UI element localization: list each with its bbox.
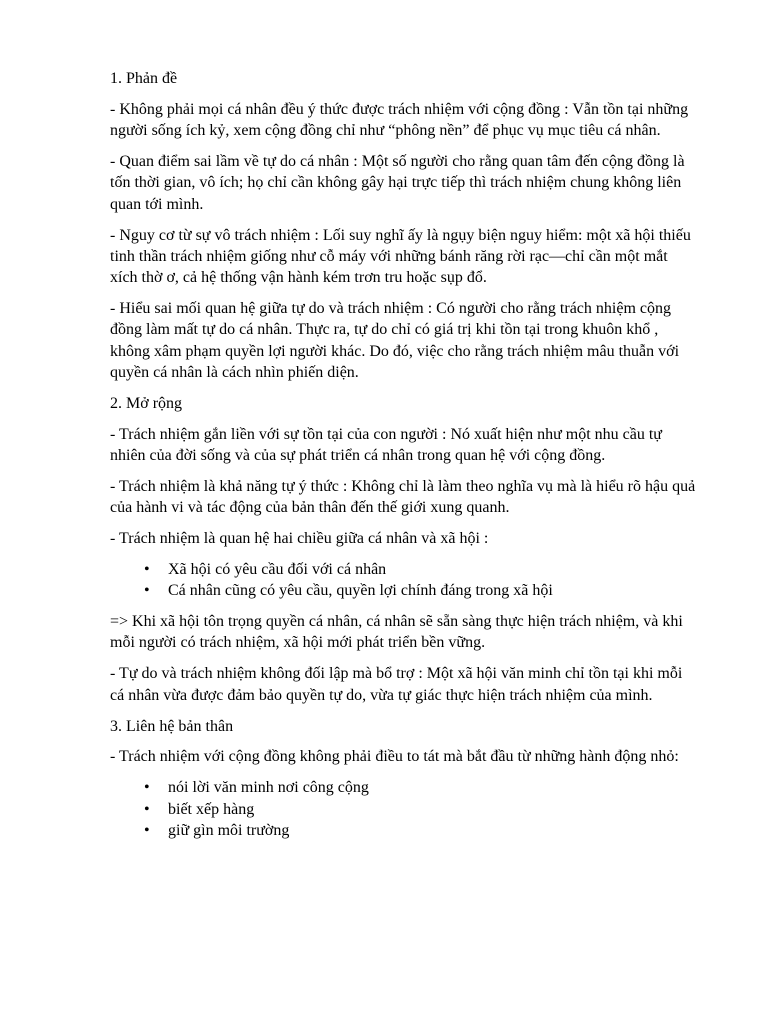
list-item-text: Cá nhân cũng có yêu cầu, quyền lợi chính đáng trong xã hội xyxy=(168,582,553,600)
bullet-icon: • xyxy=(144,582,150,600)
list-item xyxy=(110,820,696,841)
paragraph: - Hiểu sai mối quan hệ giữa tự do và trách nhiệm : Có người cho rằng trách nhiệm cộng đồng làm mất tự do cá nhân. Thực ra, tự do chỉ có giá trị khi tồn tại trong khuôn khổ , không xâm phạm quyền lợi người khác. Do đó, việc cho rằng trách nhiệm mâu thuẫn với quyền cá nhân là cách nhìn phiến diện. xyxy=(110,300,680,381)
list-item-text: nói lời văn minh nơi công cộng xyxy=(168,779,369,797)
paragraph: - Tự do và trách nhiệm không đối lập mà bổ trợ : Một xã hội văn minh chỉ tồn tại khi mỗi cá nhân vừa được đảm bảo quyền tự do, vừa tự giác thực hiện trách nhiệm của mình. xyxy=(110,665,683,704)
bullet-icon: • xyxy=(144,821,150,839)
bullet-icon: • xyxy=(144,560,150,578)
paragraph: - Trách nhiệm là khả năng tự ý thức : Không chỉ là làm theo nghĩa vụ mà là hiểu rõ hậu quả của hành vi và tác động của bản thân đến thế giới xung quanh. xyxy=(110,477,696,517)
list-item xyxy=(110,799,696,820)
bullet-list xyxy=(110,777,696,841)
paragraph: - Nguy cơ từ sự vô trách nhiệm : Lối suy nghĩ ấy là ngụy biện nguy hiểm: một xã hội thiếu tinh thần trách nhiệm giống như cỗ máy với những bánh răng rời rạc—chỉ cần một mắt xích thờ ơ, cả hệ thống vận hành kém trơn tru hoặc sụp đổ. xyxy=(110,226,691,287)
list-item-text: biết xếp hàng xyxy=(168,800,255,818)
section-heading-self-reflection: 3. Liên hệ bản thân xyxy=(110,717,234,735)
document-page xyxy=(110,68,696,851)
paragraph: - Trách nhiệm gắn liền với sự tồn tại của con người : Nó xuất hiện như một nhu cầu tự nhiên của đời sống và của sự phát triển cá nhân trong quan hệ với cộng đồng. xyxy=(110,425,662,465)
bullet-icon: • xyxy=(144,800,150,818)
list-item xyxy=(110,777,696,798)
paragraph: - Trách nhiệm với cộng đồng không phải điều to tát mà bắt đầu từ những hành động nhỏ: xyxy=(110,748,679,766)
list-item xyxy=(110,580,696,601)
paragraph: - Trách nhiệm là quan hệ hai chiều giữa cá nhân và xã hội : xyxy=(110,530,489,548)
bullet-list xyxy=(110,559,696,602)
list-item-text: giữ gìn môi trường xyxy=(168,821,290,839)
paragraph: - Không phải mọi cá nhân đều ý thức được trách nhiệm với cộng đồng : Vẫn tồn tại những người sống ích kỷ, xem cộng đồng chỉ như “phông nền” để phục vụ mục tiêu cá nhân. xyxy=(110,100,689,140)
bullet-icon: • xyxy=(144,779,150,797)
section-heading-expansion: 2. Mở rộng xyxy=(110,394,183,412)
paragraph: - Quan điểm sai lầm về tự do cá nhân : Một số người cho rằng quan tâm đến cộng đồng là tốn thời gian, vô ích; họ chỉ cần không gây hại trực tiếp thì trách nhiệm chung không liên quan tới mình. xyxy=(110,153,685,213)
section-heading-counter-argument: 1. Phản đề xyxy=(110,70,178,87)
list-item-text: Xã hội có yêu cầu đối với cá nhân xyxy=(168,560,387,578)
list-item xyxy=(110,559,696,580)
paragraph: => Khi xã hội tôn trọng quyền cá nhân, cá nhân sẽ sẵn sàng thực hiện trách nhiệm, và khi mỗi người có trách nhiệm, xã hội mới phát triển bền vững. xyxy=(110,613,683,652)
